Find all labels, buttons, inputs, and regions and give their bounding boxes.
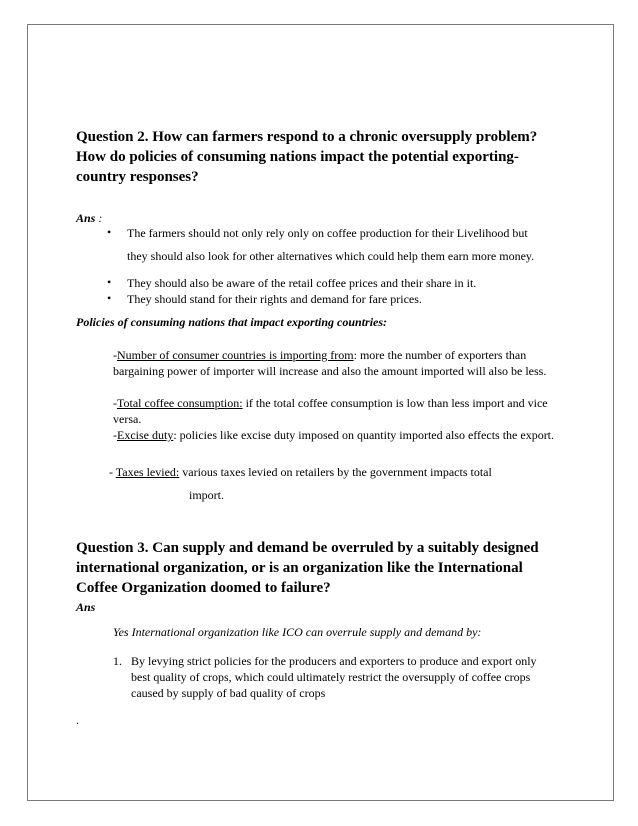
bullet-text: They should stand for their rights and demand for fare prices.	[127, 292, 422, 306]
policy-item	[113, 347, 558, 379]
question-2-answer-label	[76, 211, 102, 226]
policy-term: Number of consumer countries is importing from	[117, 348, 354, 362]
bullet-marker: •	[107, 225, 112, 239]
policy-prefix: -	[113, 396, 117, 410]
trailing-dot: .	[76, 713, 79, 727]
numbered-item-marker: 1.	[113, 654, 122, 668]
policy-prefix: -	[109, 465, 116, 479]
answer-label-text: Ans	[76, 211, 96, 225]
bullet-marker: •	[107, 275, 112, 289]
bullet-marker: •	[107, 291, 112, 305]
question-3-intro: Yes International organization like ICO can overrule supply and demand by:	[113, 625, 482, 639]
policy-item	[109, 464, 579, 480]
bullet-text: The farmers should not only rely only on coffee production for their Livelihood but	[127, 226, 528, 240]
policy-term: Total coffee consumption:	[117, 396, 243, 410]
policy-text: : more the number of exporters than bargaining power of importer will increase and also the amount imported will also be less.	[113, 348, 547, 378]
policy-text: : policies like excise duty imposed on quantity imported also effects the export.	[173, 428, 555, 442]
policy-item-continued: import.	[189, 488, 224, 502]
policies-heading: Policies of consuming nations that impact exporting countries:	[76, 315, 388, 329]
answer-label-colon: :	[95, 211, 103, 225]
numbered-item-text: By levying strict policies for the producers and exporters to produce and export only best quality of crops, which could ultimately restrict the oversupply of coffee crops caused by supply of bad quality of crops	[131, 654, 537, 700]
policy-term: Excise duty	[117, 428, 174, 442]
bullet-text: They should also be aware of the retail coffee prices and their share in it.	[127, 276, 477, 290]
question-3-title: Question 3. Can supply and demand be overruled by a suitably designed international organization, or is an organization like the International Coffee Organization doomed to failure?	[76, 540, 539, 596]
question-3-answer-label: Ans	[76, 600, 96, 614]
policy-prefix: -	[113, 348, 117, 362]
policy-item	[113, 427, 558, 443]
question-2-title: Question 2. How can farmers respond to a chronic oversupply problem? How do policies of consuming nations impact the potential exporting-country responses?	[76, 129, 538, 185]
policy-text: if the total coffee consumption is low than less import and vice versa.	[113, 396, 548, 426]
policy-text: various taxes levied on retailers by the government impacts total	[179, 465, 492, 479]
policy-item	[113, 395, 558, 427]
policy-prefix: -	[113, 428, 117, 442]
policy-term: Taxes levied:	[115, 465, 180, 479]
bullet-text-continued: they should also look for other alternatives which could help them earn more money.	[127, 249, 535, 263]
